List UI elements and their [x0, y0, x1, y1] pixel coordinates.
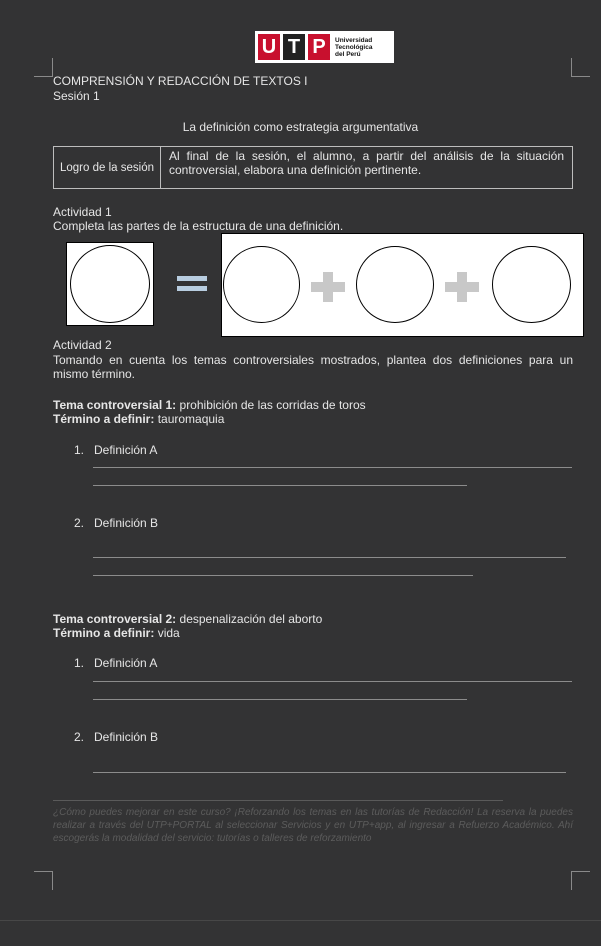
page-divider — [0, 920, 601, 921]
termino2-label: Término a definir: — [53, 626, 155, 640]
activity1-heading: Actividad 1 — [53, 205, 112, 219]
logo-letter-p: P — [308, 34, 330, 60]
course-title: COMPRENSIÓN Y REDACCIÓN DE TEXTOS I — [53, 74, 308, 88]
logro-text: Al final de la sesión, el alumno, a partir del análisis de la situación controversial, elabora una definición pertinente. — [169, 149, 564, 177]
tema2-definition-a-line-2[interactable] — [93, 699, 467, 700]
complement-circle[interactable] — [492, 246, 571, 323]
tema1-definition-a-line-1[interactable] — [93, 467, 572, 468]
activity1-instruction: Completa las partes de la estructura de una definición. — [53, 219, 344, 233]
tema2-value: despenalización del aborto — [179, 612, 323, 626]
tema1-value: prohibición de las corridas de toros — [179, 398, 366, 412]
corner-mark-top-left — [34, 58, 53, 77]
tema2-definition-b-line-1[interactable] — [93, 772, 566, 773]
activity2-heading: Actividad 2 — [53, 338, 112, 352]
tema1-definition-b-line-1[interactable] — [93, 557, 566, 558]
tema1-label: Tema controversial 1: — [53, 398, 177, 412]
termino1-line — [53, 412, 224, 426]
equals-sign — [177, 276, 207, 291]
logo-text-line: Tecnológica — [335, 43, 373, 51]
corner-mark-bottom-left — [34, 871, 53, 890]
tema1-definition-a-line-2[interactable] — [93, 485, 467, 486]
logo-text-line: del Perú — [335, 50, 361, 58]
termino1-label: Término a definir: — [53, 412, 155, 426]
footnote-text: ¿Cómo puedes mejorar en este curso? ¡Reforzando los temas en las tutorías de Redacción! La reserva la puedes realizar a través del UTP+PORTAL al seleccionar Servicios y en UTP+app, al ingresar a Refuerzo Académico. Ahí escogerás la modalidad del servicio: tutorías o talleres de reforzamiento — [53, 807, 573, 844]
activity2-instruction: Tomando en cuenta los temas controversiales mostrados, plantea dos definiciones para un mismo término. — [53, 353, 573, 381]
footnote-separator — [53, 800, 503, 801]
tema1-definition-b-label: 2. Definición B — [74, 516, 159, 530]
tema2-line — [53, 612, 322, 626]
logo-text-line: Universidad — [335, 36, 373, 44]
definiendum-circle[interactable] — [70, 245, 150, 323]
tema1-definition-b-line-2[interactable] — [93, 575, 473, 576]
utp-logo — [255, 31, 394, 63]
session-label: Sesión 1 — [53, 89, 100, 103]
genus-circle[interactable] — [223, 246, 300, 323]
tema2-label: Tema controversial 2: — [53, 612, 177, 626]
logro-label: Logro de la sesión — [54, 147, 161, 188]
page-title: La definición como estrategia argumentativa — [182, 120, 419, 134]
logo-letter-t: T — [283, 34, 305, 60]
corner-mark-top-right — [571, 58, 590, 77]
logo-letter-u: U — [258, 34, 280, 60]
differentia-circle[interactable] — [356, 246, 434, 323]
termino2-value: vida — [157, 626, 180, 640]
tema2-definition-a-line-1[interactable] — [93, 681, 572, 682]
termino1-value: tauromaquia — [157, 412, 225, 426]
tema1-definition-a-label: 1. Definición A — [74, 443, 158, 457]
logo-university-name — [335, 37, 372, 58]
plus-sign-1 — [311, 272, 345, 302]
tema1-line — [53, 398, 366, 412]
logro-table — [53, 146, 573, 189]
termino2-line — [53, 626, 180, 640]
tema2-definition-a-label: 1. Definición A — [74, 656, 158, 670]
plus-sign-2 — [445, 272, 479, 302]
corner-mark-bottom-right — [571, 871, 590, 890]
tema2-definition-b-label: 2. Definición B — [74, 730, 159, 744]
